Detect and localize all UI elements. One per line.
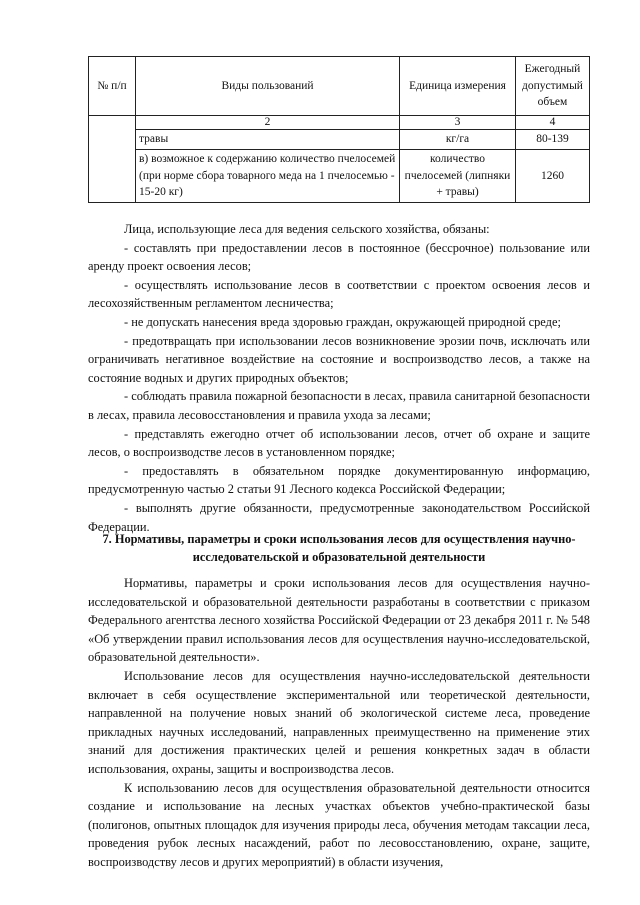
obligation-item: - осуществлять использование лесов в соответствии с проектом освоения лесов и лесохозяйственным регламентом лесничества; xyxy=(88,277,590,311)
row-unit: кг/га xyxy=(400,130,516,150)
obligation-item: - представлять ежегодно отчет об использовании лесов, отчет об охране и защите лесов, о воспроизводстве лесов в установленном порядке; xyxy=(88,426,590,460)
obligation-item: - предоставлять в обязательном порядке документированную информацию, предусмотренную частью 2 статьи 91 Лесного кодекса Российской Федерации; xyxy=(88,463,590,497)
obligations-intro: Лица, использующие леса для ведения сельского хозяйства, обязаны: xyxy=(124,222,490,236)
column-number-4: 4 xyxy=(516,116,590,130)
column-number-1 xyxy=(89,116,136,203)
section-7-paragraph: К использованию лесов для осуществления образовательной деятельности относится создание и использование на лесных участках объектов учебно-практической базы (полигонов, опытных площадок для изучения природы леса, обучения методам таксации леса, проведения рубок лесных насаждений, работ по лесовосстановлению, охране, защите, воспроизводству лесов и других мероприятий) в области изучения, xyxy=(88,780,590,869)
obligation-item: - соблюдать правила пожарной безопасности в лесах, правила санитарной безопасности в лесах, правила лесовосстановления и правила ухода за лесами; xyxy=(88,389,590,422)
table-header-row xyxy=(89,57,590,116)
row-volume: 1260 xyxy=(516,149,590,202)
obligation-item: - не допускать нанесения вреда здоровью граждан, окружающей природной среде; xyxy=(124,314,561,329)
header-unit: Единица измерения xyxy=(400,57,516,116)
section-7-paragraph: Использование лесов для осуществления научно-исследовательской деятельности включает в себя осуществление экспериментальной или теоретической деятельности, направленной на получение новых знаний об экологической системе леса, проведение прикладных научных исследований, направленных преимущественно на применение этих знаний для достижения практических целей и решения конкретных задач в области использования, охраны, защиты и воспроизводства лесов. xyxy=(88,668,590,776)
row-unit: количество пчелосемей (липняки + травы) xyxy=(400,149,516,202)
column-number-2: 2 xyxy=(136,116,400,130)
forest-usage-table xyxy=(88,56,590,203)
section-7-body xyxy=(88,574,590,872)
column-number-row xyxy=(89,116,590,130)
obligations-block xyxy=(88,220,590,536)
header-annual-volume: Ежегодный допустимый объем xyxy=(516,57,590,116)
obligation-item: - выполнять другие обязанности, предусмотренные законодательством Российской Федерации. xyxy=(88,500,590,534)
obligation-item: - предотвращать при использовании лесов возникновение эрозии почв, исключать или ограничивать негативное воздействие на состояние и воспроизводство лесов, а также на состояние водных и других природных объектов; xyxy=(88,333,590,385)
row-usage-type: в) возможное к содержанию количество пчелосемей (при норме сбора товарного меда на 1 пчелосемью - 15-20 кг) xyxy=(136,149,400,202)
table-row xyxy=(89,130,590,150)
section-7-paragraph: Нормативы, параметры и сроки использования лесов для осуществления научно-исследовательской и образовательной деятельности разработаны в соответствии с приказом Федерального агентства лесного хозяйства Российской Федерации от 23 декабря 2011 г. № 548 «Об утверждении правил использования лесов для осуществления научно-исследовательской, образовательной деятельности». xyxy=(88,576,590,665)
header-usage-type: Виды пользований xyxy=(136,57,400,116)
section-7-heading: 7. Нормативы, параметры и сроки использования лесов для осуществления научно-исследовательской и образовательной деятельности xyxy=(102,532,576,564)
obligation-item: - составлять при предоставлении лесов в постоянное (бессрочное) пользование или аренду проект освоения лесов; xyxy=(88,240,590,274)
header-num: № п/п xyxy=(89,57,136,116)
column-number-3: 3 xyxy=(400,116,516,130)
row-usage-type: травы xyxy=(136,130,400,150)
row-volume: 80-139 xyxy=(516,130,590,150)
table-row xyxy=(89,149,590,202)
